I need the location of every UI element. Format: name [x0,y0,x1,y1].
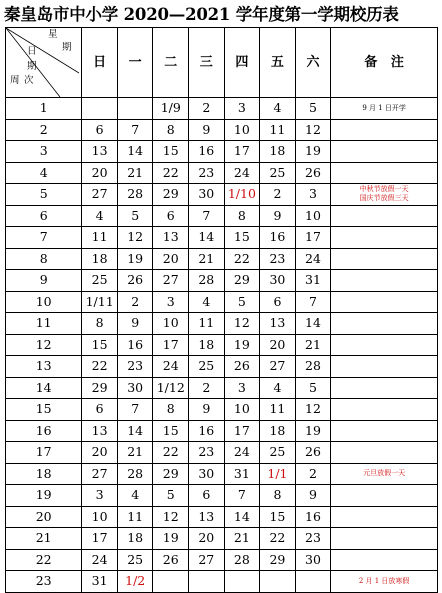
day-cell: 30 [189,463,225,485]
day-cell: 9 [189,119,225,141]
header-sat: 六 [295,28,331,98]
day-cell: 28 [189,270,225,292]
day-cell: 11 [189,313,225,335]
header-tue: 二 [153,28,189,98]
note-text-second-line: 国庆节放假三天 [359,194,409,203]
day-cell: 10 [82,506,118,528]
day-cell: 12 [295,399,331,421]
day-cell: 3 [224,377,260,399]
day-cell: 25 [260,162,296,184]
day-cell: 23 [189,442,225,464]
day-cell: 17 [82,528,118,550]
week-row [6,442,438,464]
day-cell: 24 [224,162,260,184]
week-row [6,141,438,163]
day-cell: 2 [189,377,225,399]
day-cell: 25 [260,442,296,464]
note-cell [331,313,438,335]
day-cell: 25 [82,270,118,292]
day-cell: 22 [153,442,189,464]
day-cell: 18 [117,528,153,550]
day-cell: 2 [260,184,296,206]
day-cell [189,571,225,593]
day-cell: 25 [189,356,225,378]
day-cell: 3 [295,184,331,206]
day-cell: 15 [260,506,296,528]
week-row [6,356,438,378]
day-cell: 6 [260,291,296,313]
day-cell: 16 [189,420,225,442]
day-cell: 16 [189,141,225,163]
day-cell: 12 [295,119,331,141]
note-text: 2 月 1 日放寒假 [358,576,410,585]
day-cell: 31 [295,270,331,292]
day-cell: 17 [224,420,260,442]
day-cell: 1/1 [260,463,296,485]
note-cell [331,463,438,485]
day-cell: 12 [153,506,189,528]
day-cell: 15 [153,141,189,163]
day-cell: 26 [153,549,189,571]
corner-label-qi-mid: 期 [27,61,37,72]
day-cell: 3 [82,485,118,507]
day-cell: 20 [189,528,225,550]
day-cell: 5 [117,205,153,227]
day-cell: 20 [260,334,296,356]
day-cell: 14 [224,506,260,528]
day-cell [224,571,260,593]
day-cell: 20 [153,248,189,270]
day-cell: 8 [82,313,118,335]
day-cell: 1/11 [82,291,118,313]
day-cell: 9 [117,313,153,335]
week-row [6,485,438,507]
day-cell: 23 [295,528,331,550]
day-cell: 22 [260,528,296,550]
corner-label-ci: 次 [24,75,34,86]
day-cell: 15 [82,334,118,356]
day-cell: 7 [189,205,225,227]
day-cell: 8 [224,205,260,227]
day-cell: 6 [82,399,118,421]
day-cell: 9 [189,399,225,421]
day-cell: 4 [260,98,296,120]
note-cell [331,334,438,356]
calendar-body [6,98,438,593]
day-cell: 3 [153,291,189,313]
day-cell: 30 [189,184,225,206]
day-cell: 13 [260,313,296,335]
note-cell [331,248,438,270]
day-cell: 20 [82,162,118,184]
week-number-cell: 22 [6,549,82,571]
note-cell [331,291,438,313]
day-cell: 21 [295,334,331,356]
day-cell: 12 [224,313,260,335]
day-cell: 28 [117,463,153,485]
day-cell: 6 [189,485,225,507]
day-cell: 1/10 [224,184,260,206]
header-thu: 四 [224,28,260,98]
week-number-cell: 18 [6,463,82,485]
week-number-cell: 21 [6,528,82,550]
week-number-cell: 19 [6,485,82,507]
day-cell: 14 [189,227,225,249]
day-cell: 29 [82,377,118,399]
day-cell: 19 [153,528,189,550]
day-cell: 2 [189,98,225,120]
day-cell: 31 [82,571,118,593]
week-row [6,270,438,292]
week-number-cell: 14 [6,377,82,399]
day-cell: 11 [82,227,118,249]
day-cell: 11 [260,119,296,141]
day-cell: 24 [82,549,118,571]
page-title: 秦皇岛市中小学 2020—2021 学年度第一学期校历表 [4,5,399,24]
day-cell: 13 [189,506,225,528]
week-row [6,98,438,120]
day-cell [82,98,118,120]
week-row [6,334,438,356]
day-cell: 3 [224,98,260,120]
day-cell: 6 [153,205,189,227]
day-cell: 19 [295,141,331,163]
day-cell: 8 [260,485,296,507]
note-cell [331,270,438,292]
day-cell: 23 [189,162,225,184]
day-cell: 26 [295,442,331,464]
day-cell: 5 [224,291,260,313]
week-row [6,119,438,141]
day-cell: 22 [82,356,118,378]
day-cell: 5 [295,377,331,399]
day-cell: 27 [189,549,225,571]
day-cell: 4 [189,291,225,313]
corner-header-cell [6,28,82,98]
day-cell: 28 [117,184,153,206]
day-cell: 2 [117,291,153,313]
day-cell: 1/9 [153,98,189,120]
note-text: 元旦放假一天 [363,469,406,478]
note-text: 中秋节放假一天 [359,185,409,194]
day-cell: 8 [153,119,189,141]
day-cell: 21 [117,162,153,184]
day-cell: 30 [260,270,296,292]
note-cell [331,528,438,550]
day-cell: 17 [153,334,189,356]
day-cell: 10 [295,205,331,227]
day-cell: 9 [295,485,331,507]
day-cell: 14 [295,313,331,335]
day-cell: 17 [295,227,331,249]
week-number-cell: 13 [6,356,82,378]
day-cell: 25 [117,549,153,571]
day-cell: 7 [117,399,153,421]
day-cell: 7 [295,291,331,313]
day-cell: 21 [117,442,153,464]
day-cell: 19 [117,248,153,270]
day-cell: 11 [260,399,296,421]
day-cell: 18 [189,334,225,356]
day-cell: 29 [260,549,296,571]
day-cell: 13 [82,141,118,163]
day-cell: 6 [82,119,118,141]
note-cell [331,399,438,421]
day-cell: 27 [82,184,118,206]
week-number-cell: 1 [6,98,82,120]
header-notes: 备 注 [331,28,438,98]
day-cell: 24 [224,442,260,464]
day-cell: 23 [117,356,153,378]
day-cell: 14 [117,420,153,442]
day-cell: 18 [82,248,118,270]
day-cell: 16 [295,506,331,528]
week-number-cell: 2 [6,119,82,141]
day-cell: 29 [153,184,189,206]
header-wed: 三 [189,28,225,98]
week-number-cell: 4 [6,162,82,184]
day-cell: 4 [117,485,153,507]
day-cell [117,98,153,120]
day-cell: 21 [189,248,225,270]
day-cell: 4 [260,377,296,399]
week-number-cell: 8 [6,248,82,270]
corner-label-zhou: 周 [10,75,20,86]
note-cell [331,377,438,399]
corner-label-xing: 星 [48,29,58,40]
week-row [6,420,438,442]
day-cell: 10 [224,119,260,141]
day-cell: 19 [295,420,331,442]
note-cell [331,141,438,163]
note-cell [331,119,438,141]
day-cell: 8 [153,399,189,421]
week-number-cell: 6 [6,205,82,227]
day-cell: 22 [153,162,189,184]
week-row [6,162,438,184]
header-sun: 日 [82,28,118,98]
week-number-cell: 16 [6,420,82,442]
day-cell: 23 [260,248,296,270]
note-cell [331,571,438,593]
week-number-cell: 11 [6,313,82,335]
day-cell: 1/12 [153,377,189,399]
note-cell [331,549,438,571]
week-row [6,528,438,550]
day-cell: 17 [224,141,260,163]
day-cell [295,571,331,593]
day-cell: 5 [153,485,189,507]
week-row [6,227,438,249]
note-cell [331,485,438,507]
week-row [6,506,438,528]
note-cell [331,98,438,120]
diagonal-lines [6,28,79,97]
note-cell [331,356,438,378]
note-cell [331,205,438,227]
week-number-cell: 12 [6,334,82,356]
week-number-cell: 15 [6,399,82,421]
week-row [6,205,438,227]
day-cell: 7 [117,119,153,141]
day-cell: 9 [260,205,296,227]
day-cell: 13 [82,420,118,442]
week-row [6,377,438,399]
day-cell: 10 [153,313,189,335]
day-cell: 15 [153,420,189,442]
header-mon: 一 [117,28,153,98]
day-cell: 13 [153,227,189,249]
day-cell: 15 [224,227,260,249]
week-number-cell: 5 [6,184,82,206]
week-number-cell: 23 [6,571,82,593]
corner-label-qi-top: 期 [62,42,72,53]
day-cell: 10 [224,399,260,421]
day-cell: 28 [224,549,260,571]
header-fri: 五 [260,28,296,98]
day-cell: 2 [295,463,331,485]
note-cell [331,184,438,206]
note-cell [331,227,438,249]
day-cell: 22 [224,248,260,270]
week-row [6,313,438,335]
day-cell [153,571,189,593]
day-cell: 27 [153,270,189,292]
day-cell: 11 [117,506,153,528]
header-row [6,28,438,98]
day-cell: 7 [224,485,260,507]
day-cell: 18 [260,420,296,442]
week-number-cell: 9 [6,270,82,292]
day-cell: 29 [224,270,260,292]
day-cell: 26 [224,356,260,378]
week-row [6,549,438,571]
week-row [6,399,438,421]
week-row [6,571,438,593]
day-cell: 4 [82,205,118,227]
note-cell [331,506,438,528]
day-cell: 18 [260,141,296,163]
day-cell: 12 [117,227,153,249]
day-cell: 5 [295,98,331,120]
week-row [6,291,438,313]
day-cell: 21 [224,528,260,550]
week-number-cell: 10 [6,291,82,313]
day-cell: 19 [224,334,260,356]
note-cell [331,442,438,464]
school-calendar-table [5,27,438,593]
week-number-cell: 17 [6,442,82,464]
day-cell: 26 [117,270,153,292]
day-cell: 29 [153,463,189,485]
note-cell [331,162,438,184]
week-row [6,463,438,485]
day-cell: 31 [224,463,260,485]
day-cell: 30 [117,377,153,399]
week-number-cell: 7 [6,227,82,249]
day-cell: 27 [260,356,296,378]
day-cell [260,571,296,593]
day-cell: 20 [82,442,118,464]
week-number-cell: 3 [6,141,82,163]
day-cell: 24 [153,356,189,378]
day-cell: 16 [117,334,153,356]
day-cell: 16 [260,227,296,249]
day-cell: 28 [295,356,331,378]
week-row [6,248,438,270]
day-cell: 30 [295,549,331,571]
day-cell: 14 [117,141,153,163]
corner-label-ri: 日 [27,46,37,57]
day-cell: 1/2 [117,571,153,593]
week-number-cell: 20 [6,506,82,528]
week-row [6,184,438,206]
day-cell: 24 [295,248,331,270]
day-cell: 26 [295,162,331,184]
day-cell: 27 [82,463,118,485]
note-text: 9 月 1 日开学 [362,103,406,112]
note-cell [331,420,438,442]
